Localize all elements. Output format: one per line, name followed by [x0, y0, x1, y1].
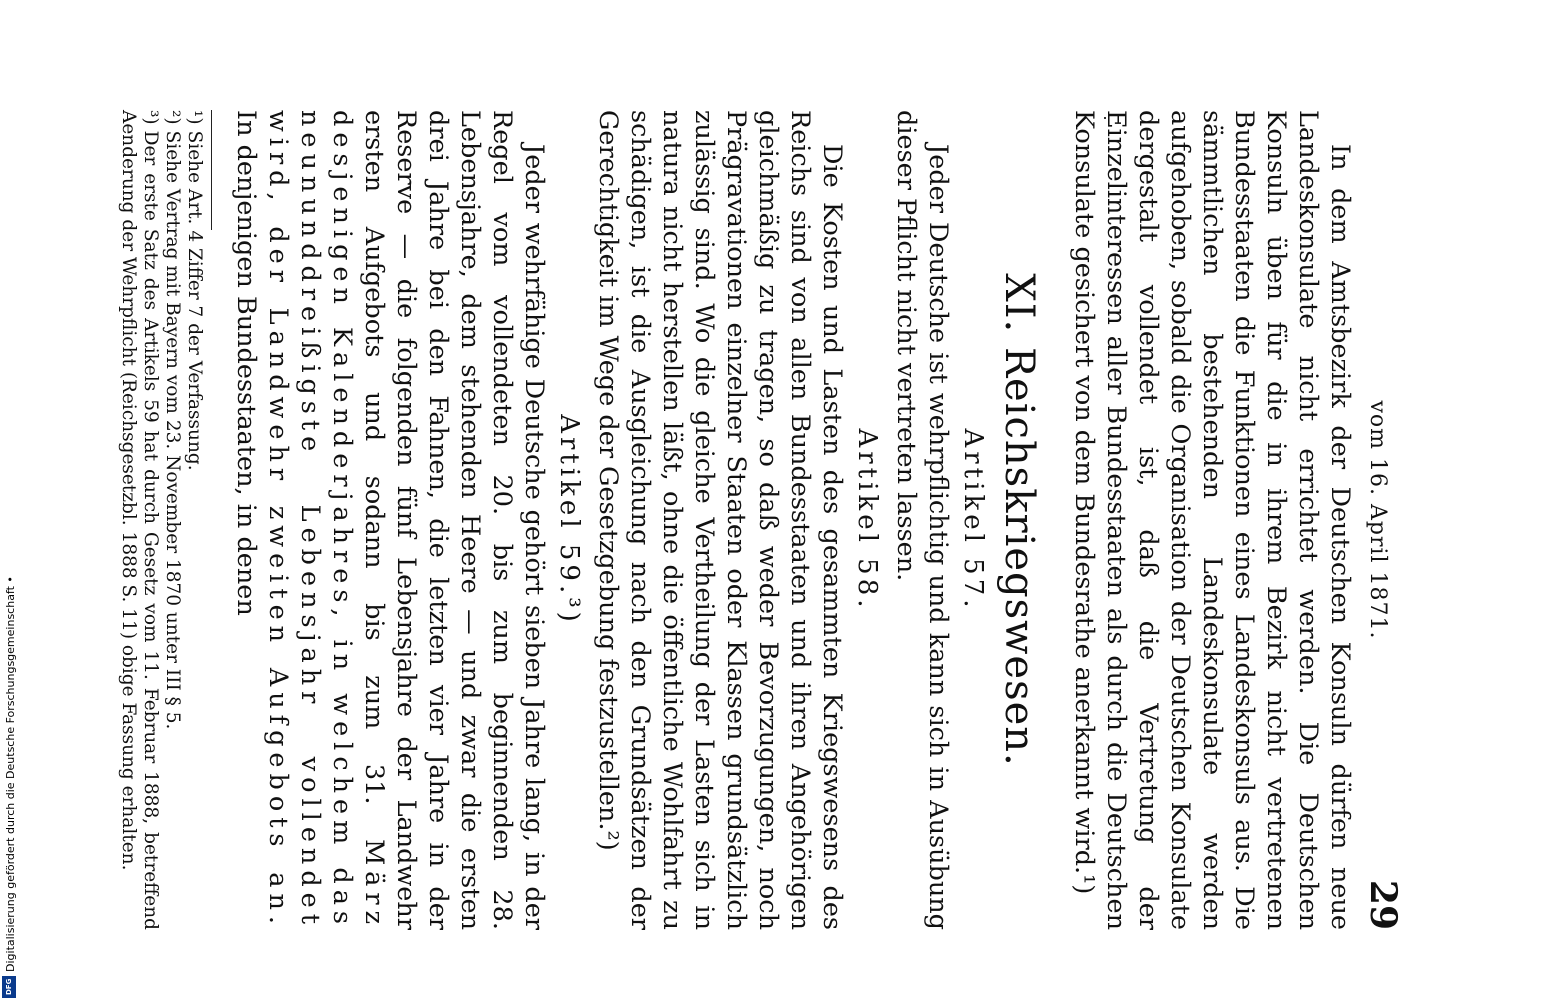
article-58-text: Die Kosten und Lasten des gesammten Kriegswesens des Reichs sind von allen Bundesstaaten und ihren Angehörigen gleichmäßig zu tragen, so daß weder Bevorzugungen, noch Prägravationen einzelner Staaten oder Klassen grundsätzlich zulässig sind. Wo die gleiche Vertheilung der Lasten sich in natura nicht herstellen läßt, ohne die öffentliche Wohlfahrt zu schädigen, ist die Ausgleichung nach den Grundsätzen der Gerechtigkeit im Wege der Gesetzgebung festzustellen.²) [593, 110, 847, 930]
article-59-heading: Artikel 59.³) [554, 414, 584, 626]
footnote-2 [161, 110, 183, 930]
footnote-2-mark: ²) [162, 110, 183, 125]
footnote-1 [183, 110, 205, 930]
digitization-margin-note [0, 0, 22, 1000]
section-heading [996, 110, 1042, 930]
article-59-text-end: In denjenigen Bundesstaaten, in denen [231, 110, 261, 616]
article-59-text-start: Jeder wehrfähige Deutsche gehört sieben Jahre lang, in der Regel vom vollendeten 20. bis zum beginnenden 28. Lebensjahre, dem stehenden Heere — und zwar die ersten drei Jahre bei den Fahnen, die letzten vier Jahre in der Reserve — die folgenden fünf Lebensjahre der Landwehr ersten Aufgebots und sodann bis zum 31. [359, 110, 549, 930]
section-title: Reichskriegswesen. [996, 346, 1042, 767]
paragraph-consuls: In dem Amtsbezirk der Deutschen Konsuln dürfen neue Landeskonsulate nicht errichtet werden. Die Deutschen Konsuln üben für die in ihrem Bezirk nicht vertretenen Bundesstaaten die Funktionen eines Landeskonsuls aus. Die sämmtlichen bestehenden Landeskonsulate werden aufgehoben, sobald die Organisation der Deutschen Konsulate dergestalt vollendet ist, daß die Vertretung der Einzelinteressen aller Bundesstaaten als durch die Deutschen Konsulate gesichert von dem Bundesrathe anerkannt wird.¹) [1069, 110, 1355, 930]
digitization-credit: Digitalisierung gefördert durch die Deutsche Forschungsgemeinschaft • [4, 576, 17, 972]
page-content [118, 90, 1414, 950]
document-page [118, 90, 1414, 950]
footnote-1-text: Siehe Art. 4 Ziffer 7 der Verfassung. [184, 130, 205, 471]
footnote-3-mark: ³) [140, 110, 161, 125]
footnote-1-mark: ¹) [184, 110, 205, 125]
running-head-date: vom 16. April 1871. [1365, 400, 1390, 640]
article-57-text: Jeder Deutsche ist wehrpflichtig und kann sich in Ausübung dieser Pflicht nicht vertreten lassen. [891, 110, 953, 930]
section-numeral: XI. [996, 273, 1042, 334]
article-59-text [230, 110, 550, 930]
article-57-heading: Artikel 57. [958, 428, 988, 612]
article-59-text-spaced: März desjenigen Kalenderjahres, in welchem das neununddreißigste Lebensjahr vollendet wird, der Landwehr zweiten Aufgebots an. [263, 110, 389, 930]
footnote-2-text: Siehe Vertrag mit Bayern vom 23. November 1870 unter III § 5. [162, 130, 183, 730]
page-number: 29 [1362, 879, 1404, 930]
dfg-logo-icon: DFG [2, 976, 16, 998]
article-58-heading: Artikel 58. [852, 428, 882, 612]
running-head [1356, 110, 1404, 930]
footnote-3 [117, 110, 161, 930]
footnote-rule [211, 110, 212, 230]
footnote-3-text: Der erste Satz des Artikels 59 hat durch Gesetz vom 11. Februar 1888, betreffend Aenderung der Wehrpflicht (Reichsgesetzbl. 1888 S. 11) obige Fassung erhalten. [118, 110, 161, 930]
